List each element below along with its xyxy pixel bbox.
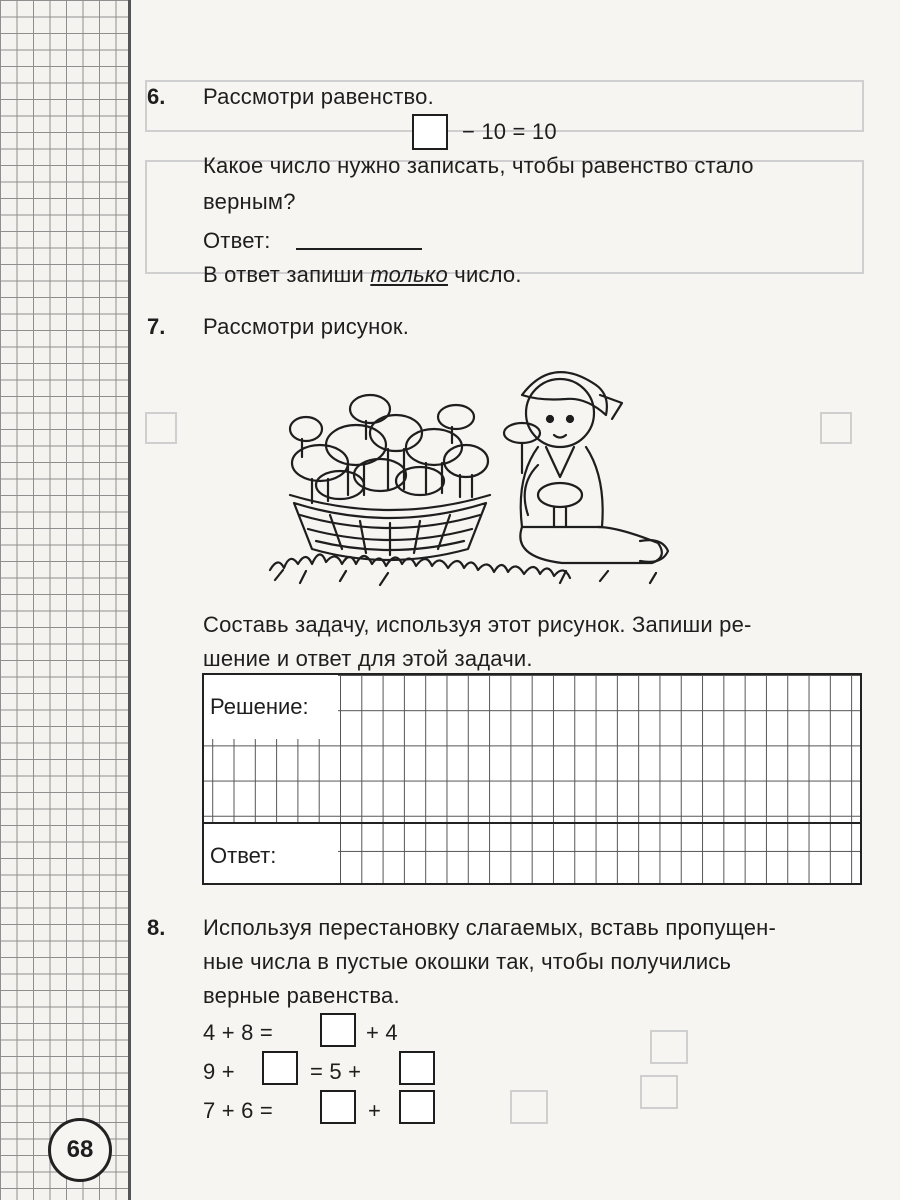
task-7-text-line2: шение и ответ для этой задачи.: [203, 646, 533, 671]
task-6-title: Рассмотри равенство.: [203, 84, 434, 109]
eq3-left: 7 + 6 =: [203, 1098, 273, 1123]
answer-label: Ответ:: [210, 843, 277, 868]
page-number: 68: [48, 1118, 112, 1182]
eq2-box-1[interactable]: [262, 1051, 298, 1085]
eq2-box-2[interactable]: [399, 1051, 435, 1085]
task-6-answer-line[interactable]: [296, 248, 422, 250]
eq1-box[interactable]: [320, 1013, 356, 1047]
mushroom-girl-illustration: [260, 355, 700, 605]
eq3-mid: +: [368, 1098, 382, 1123]
eq3-box-1[interactable]: [320, 1090, 356, 1124]
eq3-box-2[interactable]: [399, 1090, 435, 1124]
task-8-text-line2: ные числа в пустые окошки так, чтобы получились: [203, 949, 732, 974]
task-6-instruction-emphasis: только: [370, 262, 448, 287]
task-6-question-line1: Какое число нужно записать, чтобы равенство стало: [203, 153, 754, 178]
task-6-instruction: В ответ запиши только число.: [203, 262, 522, 287]
task-7-text-line1: Составь задачу, используя этот рисунок. Запиши ре-: [203, 612, 752, 637]
task-7-title: Рассмотри рисунок.: [203, 314, 410, 339]
task-7-number: 7.: [147, 314, 166, 339]
task-8-text-line3: верные равенства.: [203, 983, 400, 1008]
eq1-right: + 4: [366, 1020, 398, 1045]
task-8-text-line1: Используя перестановку слагаемых, вставь пропущен-: [203, 915, 777, 940]
grid-margin: [0, 0, 128, 1200]
margin-edge-line: [128, 0, 131, 1200]
solution-label: Решение:: [210, 694, 309, 719]
task-6-equation: − 10 = 10: [462, 119, 557, 144]
task-6-empty-box[interactable]: [412, 114, 448, 150]
task-6-number: 6.: [147, 84, 166, 109]
task-8-number: 8.: [147, 915, 166, 940]
task-6-question-line2: верным?: [203, 189, 296, 214]
eq2-mid: = 5 +: [310, 1059, 362, 1084]
task-6-answer-label: Ответ:: [203, 228, 271, 253]
eq2-left: 9 +: [203, 1059, 235, 1084]
answer-divider: [204, 822, 860, 824]
eq1-left: 4 + 8 =: [203, 1020, 273, 1045]
